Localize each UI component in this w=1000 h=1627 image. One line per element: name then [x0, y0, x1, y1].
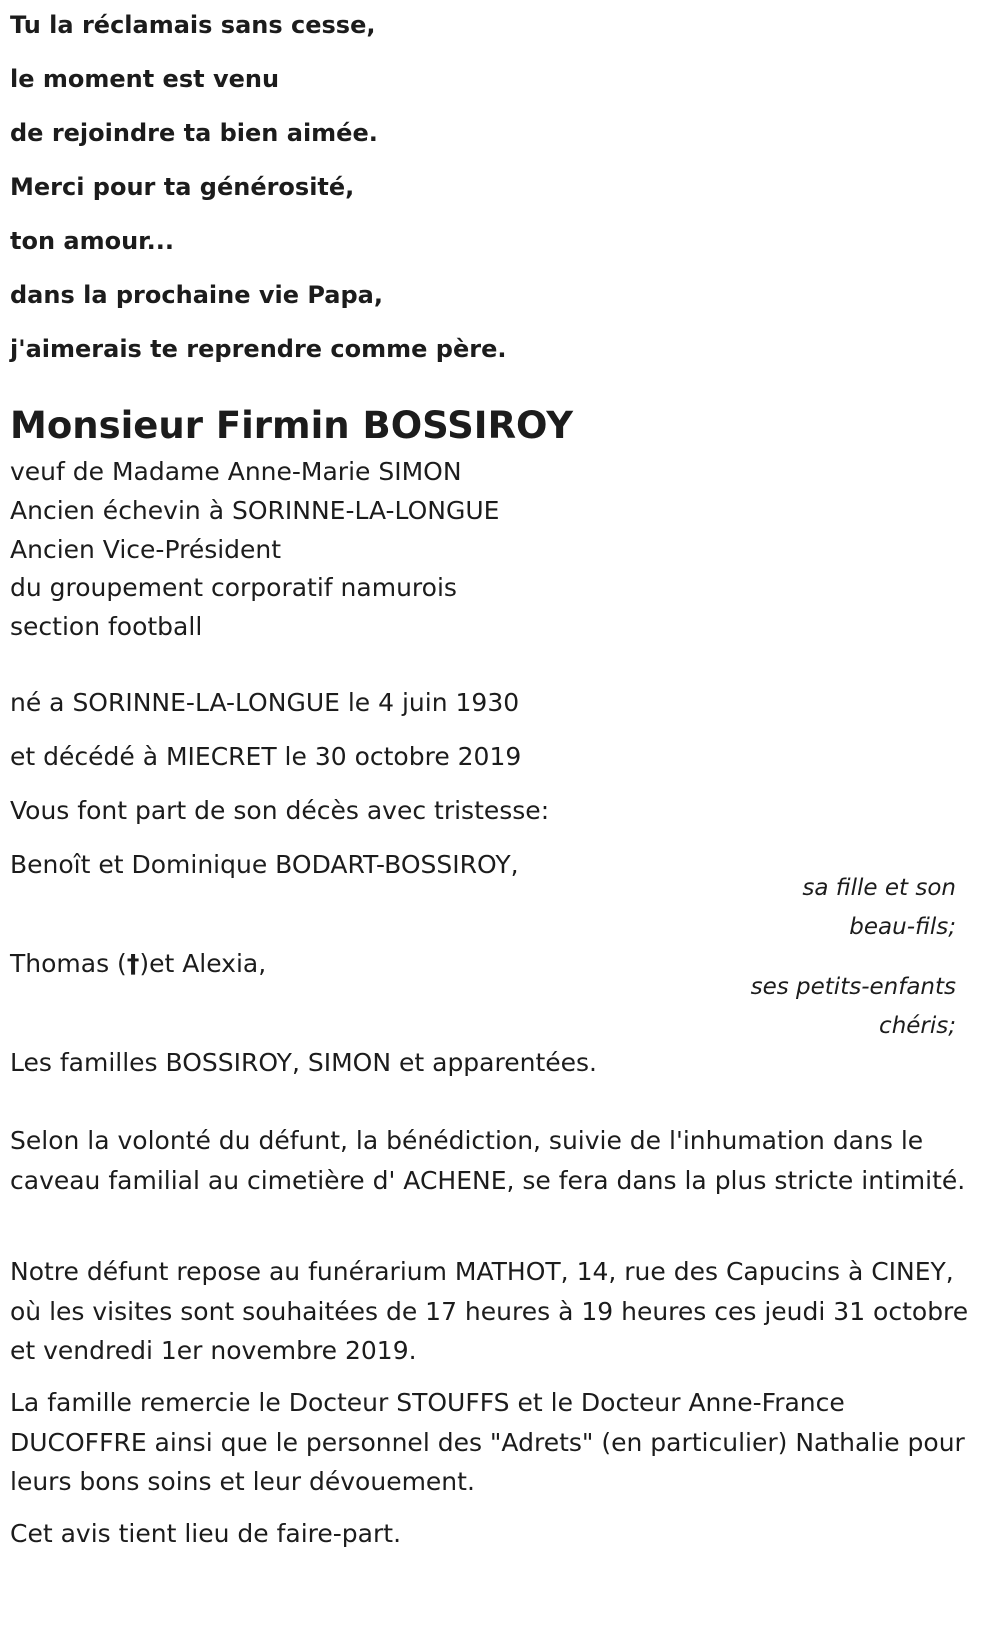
grandchildren-names-start: Thomas ( — [10, 949, 127, 978]
detail-line-2: Ancien échevin à SORINNE-LA-LONGUE — [10, 496, 500, 525]
ceremony-paragraph: Selon la volonté du défunt, la bénédiction, suivie de l'inhumation dans le caveau familial au cimetière d' ACHENE, se fera dans la plus stricte intimité. — [10, 1126, 966, 1195]
deceased-name: Monsieur Firmin BOSSIROY — [10, 404, 573, 447]
family-children: Benoît et Dominique BODART-BOSSIROY, — [10, 850, 519, 879]
grandchildren-names-end: )et Alexia, — [139, 949, 267, 978]
death-info: et décédé à MIECRET le 30 octobre 2019 — [10, 742, 522, 771]
poem-line-7: j'aimerais te reprendre comme père. — [10, 335, 507, 363]
announcement-line: Vous font part de son décès avec tristesse: — [10, 796, 550, 825]
family-grandchildren — [10, 948, 266, 980]
poem-line-3: de rejoindre ta bien aimée. — [10, 119, 378, 147]
poem-line-2: le moment est venu — [10, 65, 280, 93]
relation-line-2: beau-fils; — [849, 914, 956, 940]
family-relatives: Les familles BOSSIROY, SIMON et apparentées. — [10, 1048, 597, 1077]
visitation-paragraph: Notre défunt repose au funérarium MATHOT, 14, rue des Capucins à CINEY, où les visites sont souhaitées de 17 heures à 19 heures ces jeudi 31 octobre et vendredi 1er novembre 2019. — [10, 1257, 969, 1365]
birth-info: né a SORINNE-LA-LONGUE le 4 juin 1930 — [10, 688, 520, 717]
relation-line-1: sa fille et son — [802, 875, 956, 901]
thanks-paragraph: La famille remercie le Docteur STOUFFS et le Docteur Anne-France DUCOFFRE ainsi que le personnel des "Adrets" (en particulier) Nathalie pour leurs bons soins et leur dévouement. — [10, 1388, 965, 1496]
poem-line-6: dans la prochaine vie Papa, — [10, 281, 383, 309]
family-grandchildren-relation — [751, 968, 956, 1046]
family-children-relation — [802, 869, 956, 947]
detail-line-4: du groupement corporatif namurois — [10, 573, 457, 602]
detail-line-1: veuf de Madame Anne-Marie SIMON — [10, 457, 462, 486]
poem-line-1: Tu la réclamais sans cesse, — [10, 11, 376, 39]
cross-icon: † — [126, 949, 140, 978]
poem-line-4: Merci pour ta générosité, — [10, 173, 355, 201]
detail-line-3: Ancien Vice-Président — [10, 535, 282, 564]
closing-paragraph: Cet avis tient lieu de faire-part. — [10, 1519, 402, 1548]
relation-line-2: chéris; — [879, 1013, 956, 1039]
poem-line-5: ton amour... — [10, 227, 174, 255]
detail-line-5: section football — [10, 612, 203, 641]
relation-line-1: ses petits-enfants — [750, 974, 956, 1000]
